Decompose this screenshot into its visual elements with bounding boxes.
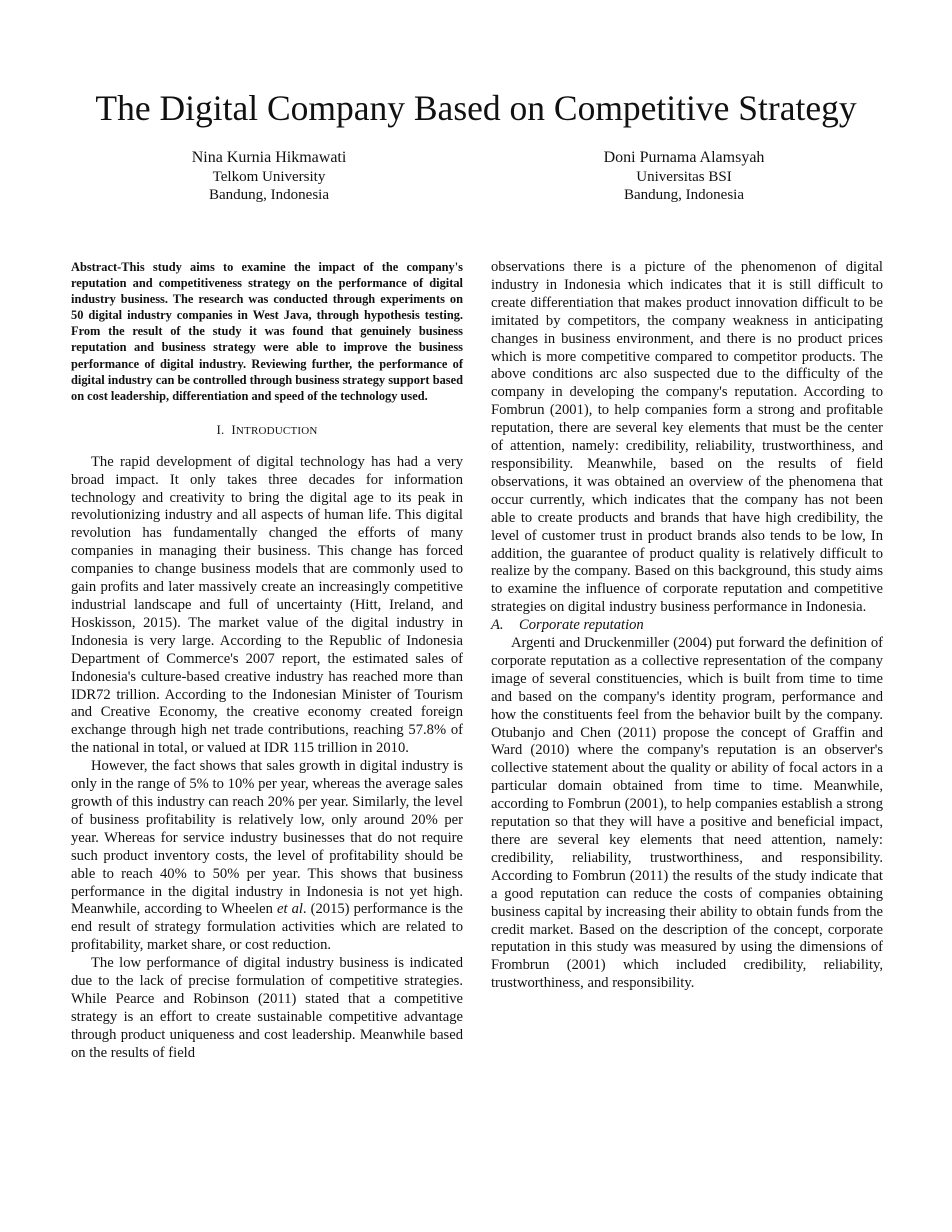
abstract: Abstract-This study aims to examine the impact of the company's reputation and competitiveness strategy on the performance of digital industry business. The research was conducted through experiments on 50 digital industry companies in West Java, through hypothesis testing. From the result of the study it was found that genuinely business reputation and business strategy were able to improve the business performance of digital industry. Reviewing further, the performance of digital industry can be controlled through business strategy support based on cost leadership, differentiation and speed of the technology used. xyxy=(71,260,463,403)
section-heading xyxy=(71,421,463,441)
paper-title: The Digital Company Based on Competitive Strategy xyxy=(95,88,857,128)
author-block xyxy=(504,148,864,204)
paragraph: The low performance of digital industry business is indicated due to the lack of precise formulation of competitive strategies. While Pearce and Robinson (2011) stated that a competitive strategy is an effort to create sustainable competitive advantage through product uniqueness and cost leadership. Meanwhile based on the results of field xyxy=(71,955,463,1061)
author-name: Nina Kurnia Hikmawati xyxy=(191,149,347,166)
author-location: Bandung, Indonesia xyxy=(624,187,744,203)
paragraph-text: However, the fact shows that sales growth in digital industry is only in the range of 5% to 10% per year, whereas the average sales growth of this industry can reach 20% per year. Similarly, the level of business profitability is relatively low, only around 20% per year. Whereas for service industry businesses that do not require such product inventory costs, the level of profitability should be able to reach 40% to 50% per year. This shows that business performance in the digital industry in Indonesia is not yet high. Meanwhile, according to Wheelen xyxy=(71,758,463,918)
section-title-initial: I xyxy=(231,421,236,437)
author-location: Bandung, Indonesia xyxy=(209,187,329,203)
right-column xyxy=(491,259,883,993)
subsection-title: Corporate reputation xyxy=(519,617,644,634)
paragraph-continued: observations there is a picture of the phenomenon of digital industry in Indonesia which indicates that it is still difficult to create differentiation that makes product innovation difficult to be imitated by competitors, the company weakness in anticipating changes in business environment, and there is no product prices which is more competitive compared to competitor products. The above conditions arc also suspected due to the difficulty of the company in developing the company's reputation. According to Fombrun (2001), to help companies form a strong and profitable reputation, there are several key elements that must be the center of attention, namely: credibility, reliability, trustworthiness, and responsibility. Meanwhile, based on the results of field observations, it was obtained an overview of the phenomena that occur currently, which indicates that the company has not been able to create products and brands that have high credibility, the level of customer trust in product brands also tends to be low, In addition, the guarantee of product quality is relatively difficult to realize by the company. Based on this background, this study aims to examine the influence of corporate reputation and competitive strategies on digital industry business performance in Indonesia. xyxy=(491,259,883,616)
paragraph xyxy=(71,758,463,955)
left-column xyxy=(71,259,463,1063)
subsection-label: A. xyxy=(491,617,504,634)
section-number: I. xyxy=(216,421,225,437)
paragraph: Argenti and Druckenmiller (2004) put forward the definition of corporate reputation as a collective representation of the company image of several constituencies, which is built from time to time and based on the company's identity program, performance and how the constituents feel from the behavior built by the company. Otubanjo and Chen (2011) propose the concept of Graffin and Ward (2010) where the company's reputation is an observer's collective statement about the quality or ability of focal actors in a particular domain obtained from time to time. Meanwhile, according to Fombrun (2001), to help companies establish a strong reputation so that they will have a positive and beneficial impact, there are several key elements that need attention, namely: credibility, reliability, trustworthiness, and responsibility. According to Fombrun (2011) the results of the study indicate that a good reputation can reduce the costs of companies obtaining business capital by increasing their ability to obtain funds from the credit market. Based on the description of the concept, corporate reputation in this study was measured by using the dimensions of Frombrun (2001) which included credibility, reliability, trustworthiness, and responsibility. xyxy=(491,635,883,992)
subsection-heading xyxy=(491,617,883,635)
paragraph-text: . (2015) performance is the end result of strategy formulation activities which are related to profitability, market share, or cost reduction. xyxy=(71,901,463,954)
author-block xyxy=(89,148,449,204)
section-title-rest: NTRODUCTION xyxy=(235,424,318,437)
paragraph-italic: et al xyxy=(276,901,303,918)
author-affiliation: Universitas BSI xyxy=(636,169,732,185)
author-affiliation: Telkom University xyxy=(212,169,326,185)
author-name: Doni Purnama Alamsyah xyxy=(603,149,765,166)
paragraph: The rapid development of digital technology has had a very broad impact. It only takes three decades for information technology and creativity to bring the digital age to its peak in revolutionizing industry and all aspects of human life. This digital revolution has fundamentally changed the efforts of many companies in managing their business. This change has forced companies to change business models that are commonly used to gain profits and later massively create an increasingly competitive industrial landscape and full of uncertainty (Hitt, Ireland, and Hoskisson, 2015). The market value of the digital industry in Indonesia is very large. According to the Republic of Indonesia Department of Commerce's 2007 report, the estimated sales of Indonesia's culture-based creative industry has reached more than IDR72 trillion. According to the Indonesian Minister of Tourism and Creative Economy, the creative economy created foreign exchange through high net trade contributions, reaching 57.8% of the national in total, or valued at IDR 115 trillion in 2010. xyxy=(71,453,463,757)
